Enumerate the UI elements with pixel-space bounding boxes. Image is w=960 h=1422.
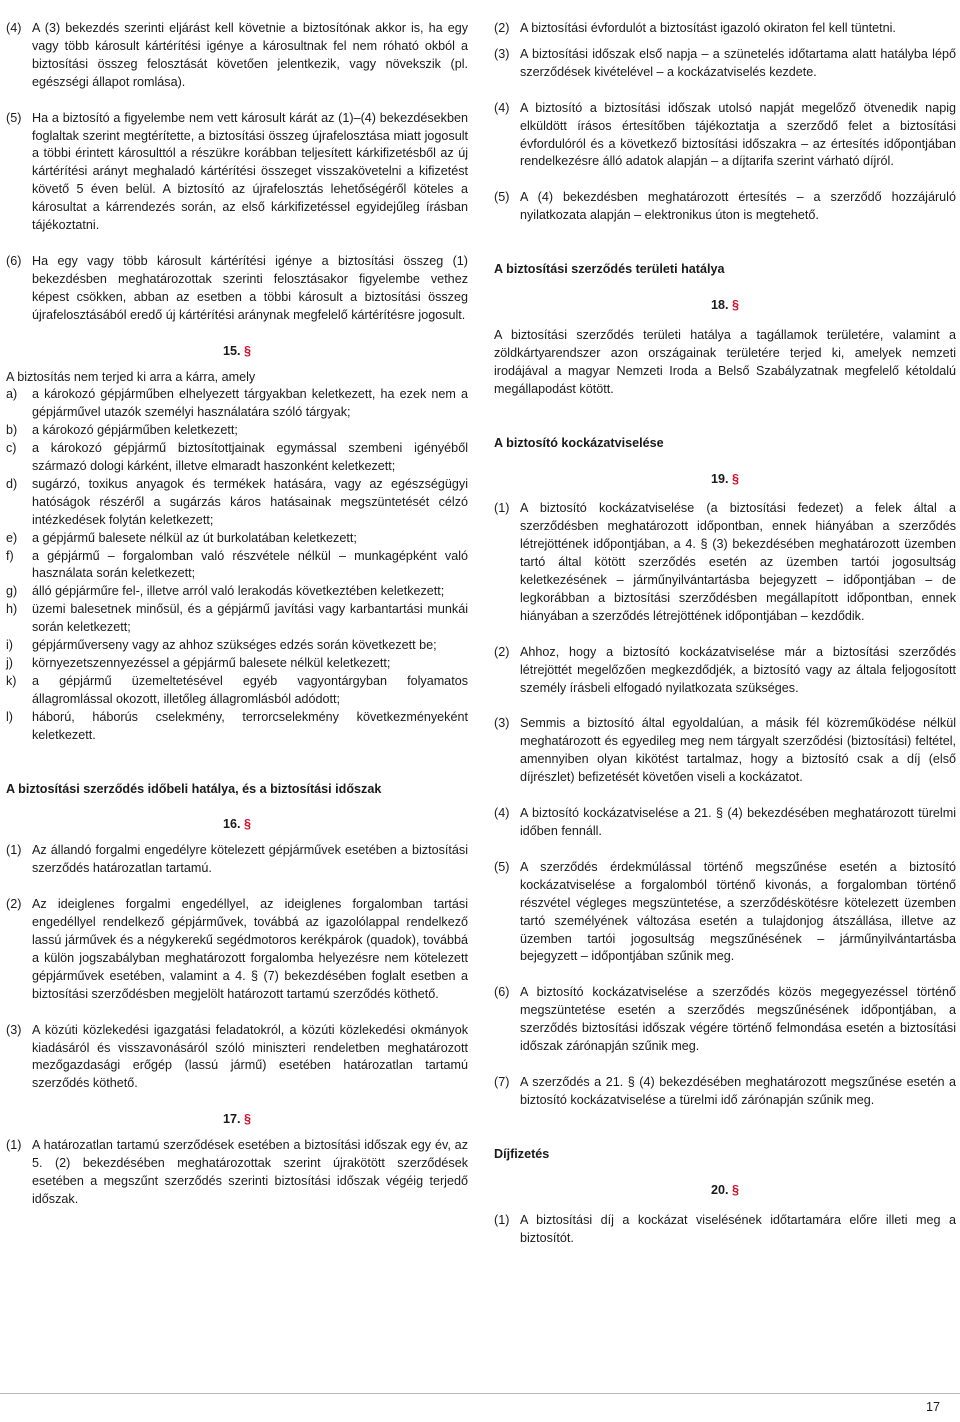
paragraph-text: Az állandó forgalmi engedélyre kötelezett gépjárművek esetében a biztosítási szerződés határozatlan tartamú.	[32, 843, 468, 876]
paragraph	[494, 100, 956, 172]
list-item-text: sugárzó, toxikus anyagok és termékek hatására, vagy az egészségügyi hatóságok részéről a sugárzás káros hatásainak megszüntetését célzó intézkedések folytán keletkezett;	[32, 476, 468, 527]
list-item-text: a gépjármű balesete nélkül az út burkolatában keletkezett;	[32, 530, 357, 545]
paragraph-text: Semmis a biztosító által egyoldalúan, a másik fél közreműködése nélkül meghatározott és egyedileg meg nem tárgyalt szerződési (biztosítási) feltétel, amennyiben olyan kikötést tartalmaz, hogy a biztosító csak a díj (első díjrészlet) befizetését követően viseli a kockázatot.	[520, 716, 956, 785]
list-item-text: álló gépjárműre fel-, illetve arról való lerakodás következtében keletkezett;	[32, 584, 445, 599]
section-intro: A biztosítás nem terjed ki arra a kárra, amely	[6, 369, 256, 384]
list-item-text: gépjárműverseny vagy az ahhoz szükséges edzés során következett be;	[32, 638, 437, 653]
paragraph-number: (4)	[494, 100, 510, 115]
paragraph-text: A közúti közlekedési igazgatási feladatokról, a közúti közlekedési okmányok kiadásáról és visszavonásáról szóló miniszteri rendeletben meghatározott mezőgazdasági erőgép (lassú jármű) esetében határozatlan tartamú szerződés köthető.	[32, 1022, 468, 1091]
list-item-label: b)	[6, 423, 18, 438]
list-item-text: a gépjármű – forgalomban való részvétele nélkül – munkagépként való használata során keletkezett;	[32, 548, 468, 581]
list-item	[6, 709, 468, 745]
paragraph	[6, 896, 468, 1003]
list-item	[6, 601, 468, 637]
list-item-text: üzemi balesetnek minősül, és a gépjármű javítási vagy karbantartási munkái során keletkezett;	[32, 602, 468, 635]
list-item-text: a károkozó gépjárműben keletkezett;	[32, 423, 238, 438]
paragraph-text: Ha a biztosító a figyelembe nem vett károsult kárát az (1)–(4) bekezdésekben foglaltak szerint megtérítette, a biztosítási összeg újrafelosztása miatt jogosult a többi érintett károsulttól a részükre korábban teljesített kárkifizetésből az új kártérítési arányt meghaladó kártérítési összeget visszakövetelni a kifizetést követő 5 éven belül. A biztosító az újrafelosztás lehetőségéről köteles a károsultat a kárrendezés során, az első kárkifizetéssel egyidejűleg írásban tájékoztatni.	[32, 110, 468, 233]
section-number: 20. §	[710, 1182, 740, 1197]
section-number: 17. §	[222, 1112, 252, 1127]
paragraph	[494, 984, 956, 1056]
section-number: 16. §	[222, 817, 252, 832]
paragraph-number: (5)	[494, 859, 510, 874]
list-item	[6, 583, 468, 601]
list-item	[6, 530, 468, 548]
paragraph	[494, 859, 956, 966]
paragraph	[6, 1022, 468, 1094]
list-item	[6, 637, 468, 655]
section-sign: §	[732, 298, 740, 313]
page-number: 17	[925, 1400, 940, 1414]
paragraph-number: (3)	[6, 1022, 22, 1037]
paragraph-text: A biztosítási díj a kockázat viselésének időtartamára előre illeti meg a biztosítót.	[520, 1212, 956, 1245]
section-sign: §	[732, 1182, 740, 1197]
list-item-text: háború, háborús cselekmény, terrorcselekmény következményeként keletkezett.	[32, 709, 468, 742]
paragraph	[6, 253, 468, 325]
paragraph-number: (1)	[6, 1138, 22, 1153]
list-item-text: a károkozó gépjármű biztosítottjainak egymással szembeni igényéből származó dologi kárként, illetve elmaradt haszonként keletkezett;	[32, 441, 468, 474]
paragraph-number: (3)	[494, 716, 510, 731]
list-item-label: d)	[6, 476, 18, 491]
paragraph	[494, 805, 956, 841]
right-column	[494, 20, 956, 1247]
paragraph	[494, 715, 956, 787]
paragraph-number: (6)	[494, 985, 510, 1000]
footer-divider	[0, 1393, 960, 1394]
list-item-label: l)	[6, 709, 13, 724]
paragraph-text: Ahhoz, hogy a biztosító kockázatviselése már a biztosítási szerződés létrejöttét megelőzően megkezdődjék, a biztosító vagy az általa feljogosított személy írásbeli elfogadó nyilatkozata szükséges.	[520, 644, 956, 695]
paragraph-number: (3)	[494, 46, 510, 61]
list-item-label: h)	[6, 602, 18, 617]
list-item-label: g)	[6, 584, 18, 599]
section-sign: §	[244, 1112, 252, 1127]
paragraph-number: (7)	[494, 1074, 510, 1089]
paragraph-text: A (4) bekezdésben meghatározott értesítés – a szerződő hozzájáruló nyilatkozata alapján – elektronikus úton is megtehető.	[520, 190, 956, 223]
section-heading: A biztosítási szerződés időbeli hatálya, és a biztosítási időszak	[6, 781, 382, 796]
paragraph	[6, 110, 468, 235]
section-number: 19. §	[710, 471, 740, 486]
left-column	[6, 20, 468, 1209]
paragraph	[494, 1074, 956, 1110]
paragraph-number: (2)	[494, 644, 510, 659]
paragraph-number: (6)	[6, 253, 22, 268]
list-item-label: k)	[6, 673, 17, 688]
paragraph	[6, 20, 468, 92]
section-sign: §	[244, 343, 252, 358]
exclusion-list	[6, 386, 468, 744]
list-item	[6, 655, 468, 673]
list-item-label: a)	[6, 387, 18, 402]
list-item	[6, 440, 468, 476]
paragraph	[494, 189, 956, 225]
paragraph-number: (1)	[494, 501, 510, 516]
paragraph-text: A szerződés érdekmúlással történő megszűnése esetén a biztosító kockázatviselése a forgalomból történő kivonás, a forgalomban történő részvétel végleges megszüntetése, a szerződéskötésre kötelezett üzemben tartó személyének változása esetén a tulajdonjog átszállása, illetve az üzemben tartói jogosultság megszűnésének – járműnyilvántartásba bejegyzett – időpontjában szűnik meg.	[520, 859, 956, 964]
paragraph-text: Ha egy vagy több károsult kártérítési igénye a biztosítási összeg (1) bekezdésben meghatározottak szerinti felosztásakor figyelembe vethez képest csökken, abban az esetben a többi károsult a biztosítási összeg újrafelosztásából eredő új kártérítési aránynak megfelelő kártérítésre jogosult.	[32, 253, 468, 322]
list-item-text: a gépjármű üzemeltetésével egyéb vagyontárgyban folyamatos állagromlással okozott, illetőleg állagromlásból adódott;	[32, 673, 468, 706]
paragraph-number: (1)	[6, 843, 22, 858]
paragraph-number: (5)	[6, 110, 22, 125]
paragraph-text: A határozatlan tartamú szerződések esetében a biztosítási időszak egy év, az 5. (2) bekezdésében meghatározottak szerint újrakötött szerződések esetében a megszűnt szerződés szerinti biztosítási időszak végéig terjedő időszak.	[32, 1138, 468, 1206]
list-item-label: e)	[6, 530, 18, 545]
list-item-text: a károkozó gépjárműben elhelyezett tárgyakban keletkezett, ha ezek nem a gépjárművel utazók személyi használatára szóló tárgyak;	[32, 387, 468, 420]
paragraph-number: (2)	[6, 897, 22, 912]
paragraph-number: (4)	[6, 21, 22, 35]
paragraph	[494, 644, 956, 698]
paragraph-text: A biztosítási évfordulót a biztosítást igazoló okiraton fel kell tüntetni.	[520, 21, 896, 35]
paragraph-text: A biztosító kockázatviselése a 21. § (4) bekezdésében meghatározott türelmi időben fennáll.	[520, 806, 956, 838]
paragraph-number: (1)	[494, 1212, 510, 1227]
section-text: A biztosítási szerződés területi hatálya a tagállamok területére, valamint a zöldkártyarendszer azon országainak területére terjed ki, amelyek nemzeti irodájával a magyar Nemzeti Iroda a Belső Szabályzatnak megfelelő kétoldalú megállapodást kötött.	[494, 327, 956, 396]
list-item	[6, 476, 468, 530]
list-item-label: f)	[6, 548, 14, 563]
section-heading: A biztosítási szerződés területi hatálya	[494, 262, 725, 277]
section-heading: Díjfizetés	[494, 1146, 550, 1161]
paragraph-number: (5)	[494, 190, 510, 205]
list-item-label: j)	[6, 656, 13, 670]
paragraph	[494, 46, 956, 82]
list-item	[6, 673, 468, 709]
paragraph-text: A biztosító kockázatviselése a szerződés közös megegyezéssel történő megszüntetése esetén a szerződés megszűnésének időpontjában, a szerződés biztosítási időszak végére történő felmondása esetén a biztosítási időszak zárónapján szűnik meg.	[520, 985, 956, 1054]
list-item	[6, 422, 468, 440]
section-sign: §	[732, 471, 740, 486]
section-number: 18. §	[710, 298, 740, 313]
paragraph-text: A biztosítási időszak első napja – a szünetelés időtartama alatt hatályba lépő szerződések kivételével – a kockázatviselés kezdete.	[520, 46, 956, 79]
paragraph	[494, 20, 956, 38]
list-item-text: környezetszennyezéssel a gépjármű balesete nélkül keletkezett;	[32, 656, 391, 670]
paragraph-text: A szerződés a 21. § (4) bekezdésében meghatározott megszűnése esetén a biztosító kockázatviselése a türelmi idő zárónapján szűnik meg.	[520, 1074, 956, 1107]
section-heading: A biztosító kockázatviselése	[494, 435, 664, 450]
paragraph	[494, 1212, 956, 1248]
list-item-label: i)	[6, 638, 13, 653]
paragraph-text: Az ideiglenes forgalmi engedéllyel, az ideiglenes forgalomban tartási engedéllyel rendelkező gépjárművek, továbbá az igazolólappal rendelkező lassú járművek és a négykerekű segédmotoros kerékpárok (quadok), továbbá a külön jogszabályban meghatározott forgalomba helyezésre nem kötelezett gépjárművek esetében, valamint a 4. § (7) bekezdésében foglalt esetben a biztosítási szerződésben megjelölt határozott tartamú szerződés köthető.	[32, 897, 468, 1001]
section-sign: §	[244, 817, 252, 832]
list-item	[6, 548, 468, 584]
list-item	[6, 386, 468, 422]
paragraph	[6, 842, 468, 878]
paragraph-text: A biztosító a biztosítási időszak utolsó napját megelőző ötvenedik napig elküldött írásos értesítőben tájékoztatja a szerződő felet a biztosítási évfordulóról és a következő biztosítási időszakra – az értesítés időpontjában rendelkezésre álló adatok alapján – a díjtarifa szerint várható díjról.	[520, 100, 956, 169]
paragraph-number: (2)	[494, 21, 510, 35]
paragraph-text: A (3) bekezdés szerinti eljárást kell követnie a biztosítónak akkor is, ha egy vagy több károsult kártérítési igénye a károsultnak fel nem róható okból a biztosítási összeg felosztását követően jelentkezik, vagy növekszik (pl. egészségi állapot romlása).	[32, 21, 468, 89]
paragraph	[6, 1137, 468, 1209]
paragraph	[494, 500, 956, 625]
paragraph-number: (4)	[494, 806, 510, 821]
section-number: 15. §	[222, 343, 252, 358]
paragraph-text: A biztosító kockázatviselése (a biztosítási fedezet) a felek által a szerződésben meghatározott időpontban, ennek hiányában a szerződés létrejöttének időpontjában, a 4. § (3) bekezdésében meghatározott üzemben tartó által kötött szerződés esetén az üzemben tartói jogosultság keletkezésének – járműnyilvántartásba bejegyzett – időpontjában – de legkorábban a biztosítási szerződésben megállapított időpontban, ennek hiányában a szerződés létrejöttének időpontjában – kezdődik.	[520, 501, 956, 623]
list-item-label: c)	[6, 441, 17, 456]
